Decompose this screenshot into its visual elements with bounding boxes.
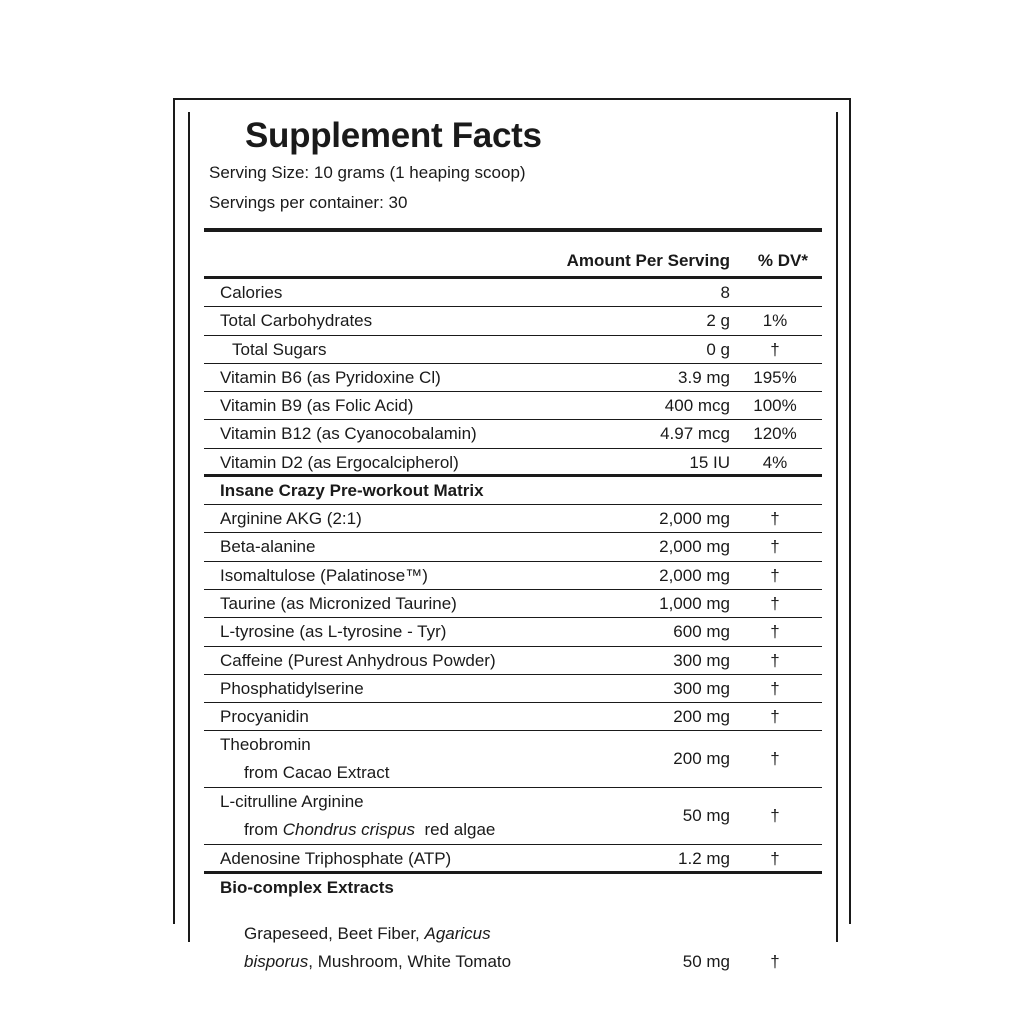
ingredient-name: Phosphatidylserine: [220, 678, 364, 698]
table-row: [204, 505, 822, 533]
ingredient-amount: 300 mg: [673, 678, 730, 698]
table-row: [204, 364, 822, 392]
ingredient-dv: †: [770, 565, 780, 585]
nutrient-name: Total Sugars: [232, 339, 327, 359]
nutrient-dv: 195%: [753, 367, 797, 387]
table-row: [204, 703, 822, 731]
ingredient-source: from Cacao Extract: [244, 763, 390, 783]
ingredient-name: L-citrulline Arginine: [220, 792, 364, 812]
ingredient-amount: 50 mg: [682, 806, 730, 826]
source-prefix: from: [244, 820, 278, 840]
top-thick-rule: [204, 228, 822, 232]
ingredient-amount: 2,000 mg: [659, 509, 730, 529]
table-row: [204, 449, 822, 477]
bio-dv: †: [770, 951, 780, 971]
table-row: [204, 675, 822, 703]
nutrient-dv: †: [770, 339, 780, 359]
matrix-section-title: [204, 477, 822, 505]
source-species: Chondrus crispus: [282, 820, 416, 840]
facts-table: [204, 246, 822, 972]
nutrient-dv: 100%: [753, 396, 797, 416]
nutrient-dv: 120%: [753, 424, 797, 444]
ingredient-name: Procyanidin: [220, 707, 309, 727]
table-row-theobromin: [204, 731, 822, 788]
ingredient-name: L-tyrosine (as L-tyrosine - Tyr): [220, 622, 447, 642]
nutrient-name: Vitamin D2 (as Ergocalcipherol): [220, 452, 459, 472]
ingredient-name: Beta-alanine: [220, 537, 316, 557]
ingredient-amount: 1,000 mg: [659, 593, 730, 613]
ingredient-dv: †: [770, 749, 780, 769]
label-title: Supplement Facts: [245, 116, 542, 155]
ingredient-dv: †: [770, 622, 780, 642]
servings-per-container: Servings per container: 30: [209, 193, 408, 212]
ingredient-dv: †: [770, 537, 780, 557]
table-row: [204, 279, 822, 307]
bio-line-1-plain: Grapeseed, Beet Fiber,: [244, 923, 425, 943]
source-suffix: red algae: [424, 820, 496, 840]
bio-line-1: [244, 924, 491, 944]
nutrient-name: Total Carbohydrates: [220, 311, 373, 331]
supplement-facts-panel: [188, 112, 838, 971]
ingredient-dv: †: [770, 650, 780, 670]
bio-amount: 50 mg: [682, 951, 730, 971]
table-row: [204, 392, 822, 420]
nutrient-amount: 400 mcg: [664, 396, 730, 416]
nutrient-dv: 4%: [762, 452, 788, 472]
table-header: [204, 246, 822, 279]
table-row: [204, 590, 822, 618]
ingredient-amount: 1.2 mg: [678, 849, 730, 869]
ingredient-name: Taurine (as Micronized Taurine): [220, 593, 457, 613]
bio-line-2: [244, 952, 511, 972]
ingredient-amount: 600 mg: [673, 622, 730, 642]
ingredient-source: [244, 820, 495, 840]
nutrient-name: Vitamin B12 (as Cyanocobalamin): [220, 424, 477, 444]
column-amount-header: Amount Per Serving: [566, 251, 730, 270]
ingredient-amount: 200 mg: [673, 707, 730, 727]
bio-section-title: [204, 874, 822, 902]
table-row: [204, 562, 822, 590]
table-row: [204, 647, 822, 675]
ingredient-name: Isomaltulose (Palatinose™): [220, 565, 428, 585]
table-row: [204, 618, 822, 646]
ingredient-amount: 2,000 mg: [659, 537, 730, 557]
ingredient-name: Theobromin: [220, 735, 311, 755]
nutrient-amount: 0 g: [706, 339, 730, 359]
table-row: [204, 420, 822, 448]
label-outer-border: [173, 98, 851, 971]
nutrient-amount: 2 g: [706, 311, 730, 331]
column-dv-header: % DV*: [757, 251, 808, 270]
ingredient-dv: †: [770, 849, 780, 869]
ingredient-amount: 2,000 mg: [659, 565, 730, 585]
ingredient-dv: †: [770, 678, 780, 698]
ingredient-dv: †: [770, 593, 780, 613]
bio-line-1-italic: Agaricus: [424, 923, 491, 943]
section-title: Bio-complex Extracts: [220, 877, 394, 897]
bio-complex-row: [204, 902, 822, 972]
table-row-citrulline: [204, 788, 822, 845]
table-row: [204, 307, 822, 335]
nutrient-dv: 1%: [762, 311, 788, 331]
ingredient-amount: 200 mg: [673, 749, 730, 769]
nutrient-amount: 15 IU: [689, 452, 730, 472]
ingredient-name: Caffeine (Purest Anhydrous Powder): [220, 650, 496, 670]
bio-line-2-plain: , Mushroom, White Tomato: [308, 951, 512, 971]
ingredient-dv: †: [770, 509, 780, 529]
nutrient-amount: 4.97 mcg: [660, 424, 730, 444]
section-title: Insane Crazy Pre-workout Matrix: [220, 481, 484, 501]
serving-size: Serving Size: 10 grams (1 heaping scoop): [209, 163, 526, 182]
ingredient-dv: †: [770, 806, 780, 826]
ingredient-dv: †: [770, 707, 780, 727]
nutrient-name: Vitamin B6 (as Pyridoxine Cl): [220, 367, 441, 387]
ingredient-name: Arginine AKG (2:1): [220, 509, 362, 529]
nutrient-name: Vitamin B9 (as Folic Acid): [220, 396, 414, 416]
nutrient-name: Calories: [220, 283, 283, 302]
nutrient-amount: 8: [720, 283, 730, 302]
bio-line-2-italic: bisporus: [244, 951, 309, 971]
nutrient-amount: 3.9 mg: [678, 367, 730, 387]
table-row: [204, 336, 822, 364]
table-row-atp: [204, 845, 822, 873]
ingredient-name: Adenosine Triphosphate (ATP): [220, 849, 452, 869]
ingredient-amount: 300 mg: [673, 650, 730, 670]
table-row: [204, 533, 822, 561]
